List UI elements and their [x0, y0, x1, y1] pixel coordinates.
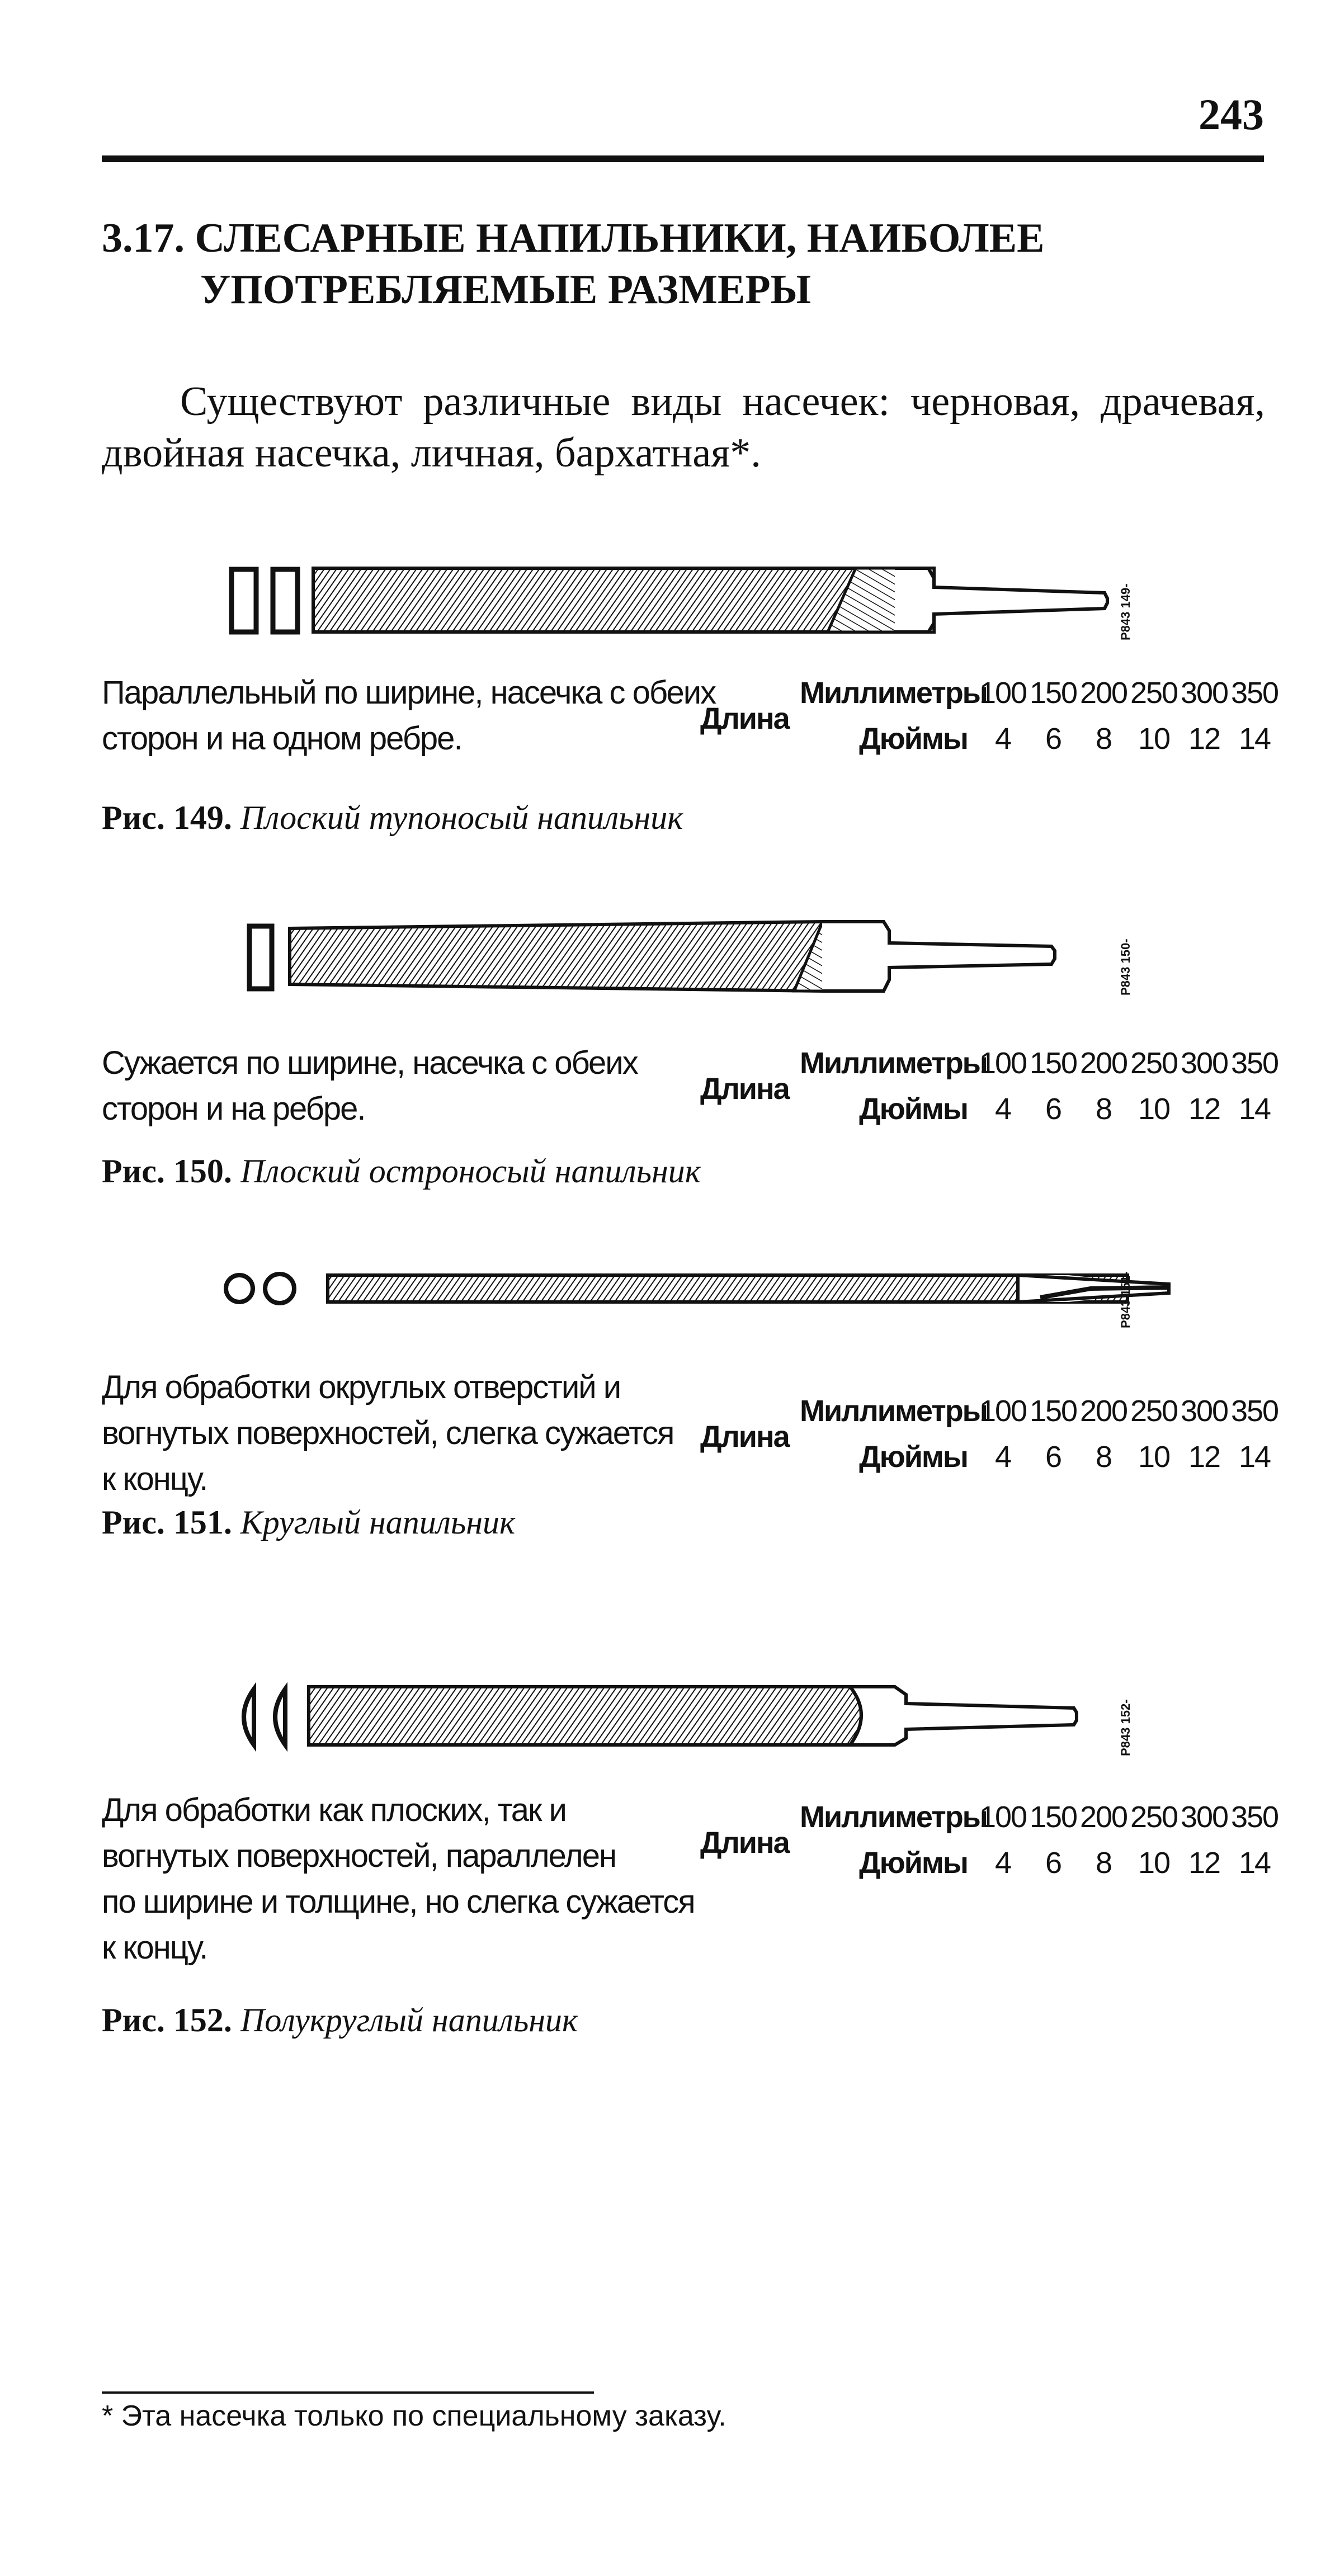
mm-value: 300 [1180, 1046, 1228, 1080]
size-table-149 [800, 670, 1280, 762]
intro-text: Существуют различные виды насечек: черновая, драчевая, двойная насечка, личная, бархатная*. [102, 379, 1265, 476]
caption-number: Рис. 149. [102, 799, 232, 836]
figure-149-description [102, 670, 715, 762]
caption-title: Плоский остроносый напильник [240, 1153, 701, 1190]
caption-number: Рис. 150. [102, 1153, 232, 1190]
mm-value: 100 [979, 1046, 1027, 1080]
mm-value: 350 [1230, 676, 1278, 710]
figure-150-description [102, 1040, 638, 1132]
mm-value: 250 [1130, 1800, 1178, 1834]
inch-value: 8 [1095, 1846, 1112, 1880]
caption-title: Полукруглый напильник [240, 2002, 578, 2039]
figure-150-caption [102, 1152, 701, 1191]
inch-value: 6 [1045, 722, 1061, 756]
desc-line: вогнутых поверхностей, параллелен [102, 1838, 616, 1874]
figure-151-caption [102, 1503, 515, 1542]
mm-value: 350 [1230, 1394, 1278, 1428]
inch-value: 12 [1188, 1440, 1220, 1474]
caption-title: Круглый напильник [240, 1504, 516, 1541]
round-file-illustration [218, 1262, 1163, 1318]
desc-line: сторон и на ребре. [102, 1091, 365, 1127]
desc-line: к концу. [102, 1461, 207, 1497]
figure-code: P843 150- [1119, 938, 1133, 996]
mm-value: 200 [1079, 676, 1127, 710]
desc-line: Параллельный по ширине, насечка с обеих [102, 674, 716, 711]
header-rule [102, 155, 1264, 162]
mm-value: 350 [1230, 1800, 1278, 1834]
mm-value: 350 [1230, 1046, 1278, 1080]
inch-value: 10 [1138, 1846, 1170, 1880]
inch-value: 4 [994, 1846, 1011, 1880]
inch-value: 10 [1138, 1092, 1170, 1126]
intro-paragraph [102, 376, 1265, 479]
inch-value: 6 [1045, 1846, 1061, 1880]
mm-value: 250 [1130, 676, 1178, 710]
mm-label: Миллиметры [800, 1394, 987, 1428]
footnote-rule [102, 2391, 594, 2394]
mm-value: 200 [1079, 1046, 1127, 1080]
page-number: 243 [1199, 90, 1264, 139]
mm-label: Миллиметры [800, 676, 987, 710]
inch-value: 4 [994, 722, 1011, 756]
figure-code: P843 151- [1119, 1271, 1133, 1328]
inch-value: 14 [1238, 1846, 1271, 1880]
figure-code: P843 152- [1119, 1699, 1133, 1756]
caption-title: Плоский тупоносый напильник [240, 799, 683, 836]
inch-value: 8 [1095, 1440, 1112, 1474]
inch-label: Дюймы [859, 722, 968, 756]
mm-value: 200 [1079, 1394, 1127, 1428]
figure-151-description [102, 1365, 673, 1502]
footnote: * Эта насечка только по специальному заказу. [102, 2400, 726, 2432]
desc-line: вогнутых поверхностей, слегка сужается [102, 1415, 674, 1451]
size-table-152 [800, 1794, 1280, 1886]
figure-152-caption [102, 2001, 578, 2040]
section-heading [102, 213, 1044, 315]
inch-value: 6 [1045, 1440, 1061, 1474]
inch-value: 14 [1238, 722, 1271, 756]
inch-value: 4 [994, 1092, 1011, 1126]
inch-value: 12 [1188, 722, 1220, 756]
desc-line: к концу. [102, 1929, 207, 1966]
flat-pointed-file-illustration [240, 917, 1163, 1001]
mm-value: 200 [1079, 1800, 1127, 1834]
mm-label: Миллиметры [800, 1800, 987, 1834]
caption-number: Рис. 151. [102, 1504, 232, 1541]
mm-value: 300 [1180, 1800, 1228, 1834]
inch-value: 12 [1188, 1846, 1220, 1880]
mm-value: 150 [1029, 676, 1077, 710]
inch-label: Дюймы [859, 1092, 968, 1126]
length-label: Длина [700, 1826, 789, 1860]
size-table-151 [800, 1388, 1280, 1480]
mm-value: 250 [1130, 1046, 1178, 1080]
inch-value: 10 [1138, 722, 1170, 756]
desc-line: по ширине и толщине, но слегка сужается [102, 1884, 695, 1920]
flat-blunt-file-illustration [224, 554, 1163, 643]
mm-label: Миллиметры [800, 1046, 987, 1080]
size-table-150 [800, 1040, 1280, 1132]
length-label: Длина [700, 1420, 789, 1454]
desc-line: сторон и на одном ребре. [102, 720, 462, 757]
mm-value: 100 [979, 1394, 1027, 1428]
inch-value: 12 [1188, 1092, 1220, 1126]
mm-value: 150 [1029, 1394, 1077, 1428]
mm-value: 150 [1029, 1800, 1077, 1834]
mm-value: 250 [1130, 1394, 1178, 1428]
mm-value: 150 [1029, 1046, 1077, 1080]
desc-line: Для обработки как плоских, так и [102, 1792, 566, 1828]
mm-value: 300 [1180, 1394, 1228, 1428]
inch-value: 4 [994, 1440, 1011, 1474]
mm-value: 300 [1180, 676, 1228, 710]
heading-line-1: 3.17. СЛЕСАРНЫЕ НАПИЛЬНИКИ, НАИБОЛЕЕ [102, 215, 1045, 261]
inch-label: Дюймы [859, 1846, 968, 1880]
figure-149-caption [102, 799, 683, 837]
inch-label: Дюймы [859, 1440, 968, 1474]
length-label: Длина [700, 702, 789, 735]
half-round-file-illustration [229, 1678, 1163, 1756]
inch-value: 10 [1138, 1440, 1170, 1474]
figure-152-description [102, 1787, 695, 1971]
inch-value: 14 [1238, 1092, 1271, 1126]
desc-line: Сужается по ширине, насечка с обеих [102, 1045, 638, 1081]
inch-value: 8 [1095, 722, 1112, 756]
mm-value: 100 [979, 676, 1027, 710]
length-label: Длина [700, 1072, 789, 1106]
inch-value: 14 [1238, 1440, 1271, 1474]
heading-line-2: УПОТРЕБЛЯЕМЫЕ РАЗМЕРЫ [200, 267, 812, 313]
mm-value: 100 [979, 1800, 1027, 1834]
desc-line: Для обработки округлых отверстий и [102, 1369, 621, 1405]
inch-value: 8 [1095, 1092, 1112, 1126]
caption-number: Рис. 152. [102, 2002, 232, 2039]
figure-code: P843 149- [1119, 583, 1133, 640]
inch-value: 6 [1045, 1092, 1061, 1126]
